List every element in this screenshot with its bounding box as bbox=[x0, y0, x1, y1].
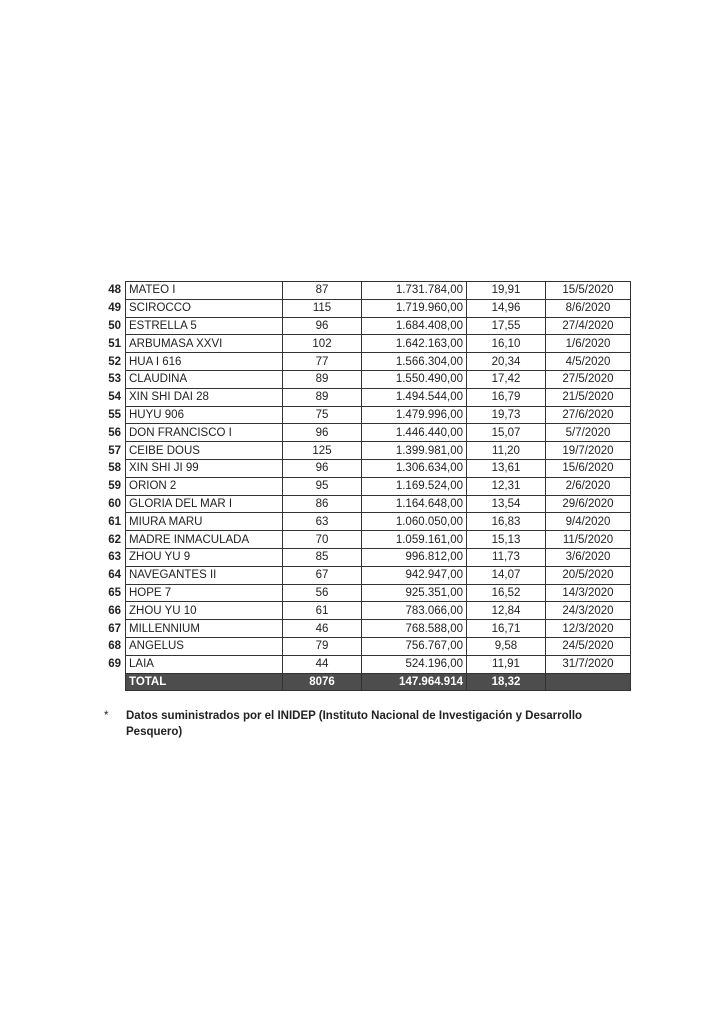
vessel-name-cell: ZHOU YU 10 bbox=[126, 602, 283, 620]
row-number-cell: 61 bbox=[108, 515, 121, 528]
vessel-name-cell: MIURA MARU bbox=[126, 513, 283, 531]
vessel-name-cell: MATEO I bbox=[126, 282, 283, 300]
row-number-cell: 69 bbox=[108, 658, 121, 671]
quantity-cell: 96 bbox=[283, 424, 362, 442]
quantity-cell: 46 bbox=[283, 620, 362, 638]
row-number-cell: 65 bbox=[108, 586, 121, 599]
percentage-cell: 11,73 bbox=[467, 548, 546, 566]
date-cell: 2/6/2020 bbox=[546, 477, 631, 495]
percentage-cell: 9,58 bbox=[467, 637, 546, 655]
row-number-cell: 58 bbox=[108, 462, 121, 475]
table-row bbox=[98, 442, 631, 460]
amount-cell: 1.642.163,00 bbox=[362, 335, 467, 353]
row-number-cell: 49 bbox=[108, 302, 121, 315]
table-row bbox=[98, 317, 631, 335]
percentage-cell: 11,91 bbox=[467, 655, 546, 673]
footnote-marker: * bbox=[104, 710, 109, 722]
quantity-cell: 102 bbox=[283, 335, 362, 353]
percentage-cell: 17,42 bbox=[467, 370, 546, 388]
vessel-data-table bbox=[98, 281, 631, 691]
row-number-cell: 55 bbox=[108, 408, 121, 421]
percentage-cell: 19,91 bbox=[467, 282, 546, 300]
vessel-name-cell: NAVEGANTES II bbox=[126, 566, 283, 584]
total-row bbox=[98, 673, 631, 691]
date-cell: 15/6/2020 bbox=[546, 459, 631, 477]
row-number-cell: 67 bbox=[108, 622, 121, 635]
date-cell: 27/4/2020 bbox=[546, 317, 631, 335]
percentage-cell: 17,55 bbox=[467, 317, 546, 335]
table-row bbox=[98, 335, 631, 353]
table-row bbox=[98, 602, 631, 620]
date-cell: 21/5/2020 bbox=[546, 388, 631, 406]
total-qty: 8076 bbox=[283, 673, 362, 691]
vessel-name-cell: SCIROCCO bbox=[126, 299, 283, 317]
table-row bbox=[98, 495, 631, 513]
vessel-name-cell: ESTRELLA 5 bbox=[126, 317, 283, 335]
row-number-cell: 68 bbox=[108, 640, 121, 653]
amount-cell: 925.351,00 bbox=[362, 584, 467, 602]
row-number-cell: 60 bbox=[108, 497, 121, 510]
percentage-cell: 11,20 bbox=[467, 442, 546, 460]
row-number-cell: 53 bbox=[108, 373, 121, 386]
vessel-name-cell: HUA I 616 bbox=[126, 353, 283, 371]
vessel-name-cell: ANGELUS bbox=[126, 637, 283, 655]
date-cell: 1/6/2020 bbox=[546, 335, 631, 353]
amount-cell: 942.947,00 bbox=[362, 566, 467, 584]
amount-cell: 1.731.784,00 bbox=[362, 282, 467, 300]
date-cell: 15/5/2020 bbox=[546, 282, 631, 300]
row-number-cell: 50 bbox=[108, 319, 121, 332]
percentage-cell: 16,79 bbox=[467, 388, 546, 406]
vessel-name-cell: MADRE INMACULADA bbox=[126, 531, 283, 549]
date-cell: 3/6/2020 bbox=[546, 548, 631, 566]
row-number-cell: 62 bbox=[108, 533, 121, 546]
amount-cell: 1.306.634,00 bbox=[362, 459, 467, 477]
percentage-cell: 12,31 bbox=[467, 477, 546, 495]
table-row bbox=[98, 406, 631, 424]
amount-cell: 1.059.161,00 bbox=[362, 531, 467, 549]
footnote-text: Datos suministrados por el INIDEP (Instituto Nacional de Investigación y Desarrollo Pesquero) bbox=[126, 710, 583, 738]
quantity-cell: 61 bbox=[283, 602, 362, 620]
date-cell: 9/4/2020 bbox=[546, 513, 631, 531]
vessel-name-cell: HOPE 7 bbox=[126, 584, 283, 602]
table-row bbox=[98, 513, 631, 531]
total-date bbox=[546, 673, 631, 691]
row-number-cell: 51 bbox=[108, 337, 121, 350]
quantity-cell: 63 bbox=[283, 513, 362, 531]
percentage-cell: 16,83 bbox=[467, 513, 546, 531]
date-cell: 29/6/2020 bbox=[546, 495, 631, 513]
vessel-name-cell: GLORIA DEL MAR I bbox=[126, 495, 283, 513]
table-row bbox=[98, 584, 631, 602]
amount-cell: 996.812,00 bbox=[362, 548, 467, 566]
quantity-cell: 96 bbox=[283, 459, 362, 477]
table-row bbox=[98, 548, 631, 566]
percentage-cell: 14,96 bbox=[467, 299, 546, 317]
vessel-name-cell: ZHOU YU 9 bbox=[126, 548, 283, 566]
date-cell: 24/3/2020 bbox=[546, 602, 631, 620]
table-row bbox=[98, 477, 631, 495]
row-number-cell: 57 bbox=[108, 444, 121, 457]
quantity-cell: 89 bbox=[283, 370, 362, 388]
vessel-name-cell: DON FRANCISCO I bbox=[126, 424, 283, 442]
quantity-cell: 67 bbox=[283, 566, 362, 584]
vessel-name-cell: XIN SHI DAI 28 bbox=[126, 388, 283, 406]
amount-cell: 1.719.960,00 bbox=[362, 299, 467, 317]
row-number-cell: 64 bbox=[108, 569, 121, 582]
total-amount: 147.964.914 bbox=[362, 673, 467, 691]
amount-cell: 1.060.050,00 bbox=[362, 513, 467, 531]
date-cell: 24/5/2020 bbox=[546, 637, 631, 655]
percentage-cell: 13,54 bbox=[467, 495, 546, 513]
percentage-cell: 16,71 bbox=[467, 620, 546, 638]
quantity-cell: 44 bbox=[283, 655, 362, 673]
quantity-cell: 56 bbox=[283, 584, 362, 602]
total-label: TOTAL bbox=[126, 673, 283, 691]
row-number-cell: 63 bbox=[108, 551, 121, 564]
table-row bbox=[98, 299, 631, 317]
date-cell: 20/5/2020 bbox=[546, 566, 631, 584]
date-cell: 8/6/2020 bbox=[546, 299, 631, 317]
quantity-cell: 75 bbox=[283, 406, 362, 424]
total-pct: 18,32 bbox=[467, 673, 546, 691]
quantity-cell: 115 bbox=[283, 299, 362, 317]
date-cell: 4/5/2020 bbox=[546, 353, 631, 371]
date-cell: 27/5/2020 bbox=[546, 370, 631, 388]
quantity-cell: 77 bbox=[283, 353, 362, 371]
row-number-cell: 59 bbox=[108, 480, 121, 493]
table-row bbox=[98, 637, 631, 655]
vessel-name-cell: HUYU 906 bbox=[126, 406, 283, 424]
date-cell: 12/3/2020 bbox=[546, 620, 631, 638]
amount-cell: 1.169.524,00 bbox=[362, 477, 467, 495]
quantity-cell: 96 bbox=[283, 317, 362, 335]
table-row bbox=[98, 370, 631, 388]
date-cell: 19/7/2020 bbox=[546, 442, 631, 460]
vessel-name-cell: LAIA bbox=[126, 655, 283, 673]
date-cell: 31/7/2020 bbox=[546, 655, 631, 673]
amount-cell: 783.066,00 bbox=[362, 602, 467, 620]
vessel-name-cell: ORION 2 bbox=[126, 477, 283, 495]
amount-cell: 1.164.648,00 bbox=[362, 495, 467, 513]
vessel-name-cell: CLAUDINA bbox=[126, 370, 283, 388]
percentage-cell: 13,61 bbox=[467, 459, 546, 477]
table-row bbox=[98, 388, 631, 406]
quantity-cell: 89 bbox=[283, 388, 362, 406]
total-row-number bbox=[98, 673, 126, 691]
quantity-cell: 87 bbox=[283, 282, 362, 300]
percentage-cell: 15,13 bbox=[467, 531, 546, 549]
amount-cell: 1.446.440,00 bbox=[362, 424, 467, 442]
percentage-cell: 20,34 bbox=[467, 353, 546, 371]
table-row bbox=[98, 620, 631, 638]
quantity-cell: 85 bbox=[283, 548, 362, 566]
table-row bbox=[98, 282, 631, 300]
amount-cell: 1.479.996,00 bbox=[362, 406, 467, 424]
table-row bbox=[98, 353, 631, 371]
vessel-name-cell: CEIBE DOUS bbox=[126, 442, 283, 460]
quantity-cell: 86 bbox=[283, 495, 362, 513]
amount-cell: 1.684.408,00 bbox=[362, 317, 467, 335]
vessel-name-cell: ARBUMASA XXVI bbox=[126, 335, 283, 353]
table-row bbox=[98, 566, 631, 584]
table-row bbox=[98, 424, 631, 442]
row-number-cell: 48 bbox=[108, 284, 121, 297]
amount-cell: 756.767,00 bbox=[362, 637, 467, 655]
percentage-cell: 16,52 bbox=[467, 584, 546, 602]
date-cell: 11/5/2020 bbox=[546, 531, 631, 549]
row-number-cell: 54 bbox=[108, 391, 121, 404]
amount-cell: 524.196,00 bbox=[362, 655, 467, 673]
vessel-name-cell: XIN SHI JI 99 bbox=[126, 459, 283, 477]
percentage-cell: 15,07 bbox=[467, 424, 546, 442]
percentage-cell: 16,10 bbox=[467, 335, 546, 353]
amount-cell: 1.494.544,00 bbox=[362, 388, 467, 406]
percentage-cell: 14,07 bbox=[467, 566, 546, 584]
quantity-cell: 125 bbox=[283, 442, 362, 460]
quantity-cell: 95 bbox=[283, 477, 362, 495]
row-number-cell: 56 bbox=[108, 426, 121, 439]
row-number-cell: 52 bbox=[108, 355, 121, 368]
amount-cell: 1.566.304,00 bbox=[362, 353, 467, 371]
quantity-cell: 70 bbox=[283, 531, 362, 549]
percentage-cell: 19,73 bbox=[467, 406, 546, 424]
vessel-name-cell: MILLENNIUM bbox=[126, 620, 283, 638]
amount-cell: 1.399.981,00 bbox=[362, 442, 467, 460]
table-row bbox=[98, 655, 631, 673]
date-cell: 5/7/2020 bbox=[546, 424, 631, 442]
table-row bbox=[98, 531, 631, 549]
quantity-cell: 79 bbox=[283, 637, 362, 655]
table-body bbox=[98, 282, 631, 674]
date-cell: 27/6/2020 bbox=[546, 406, 631, 424]
date-cell: 14/3/2020 bbox=[546, 584, 631, 602]
row-number-cell: 66 bbox=[108, 604, 121, 617]
amount-cell: 768.588,00 bbox=[362, 620, 467, 638]
amount-cell: 1.550.490,00 bbox=[362, 370, 467, 388]
percentage-cell: 12,84 bbox=[467, 602, 546, 620]
table-row bbox=[98, 459, 631, 477]
